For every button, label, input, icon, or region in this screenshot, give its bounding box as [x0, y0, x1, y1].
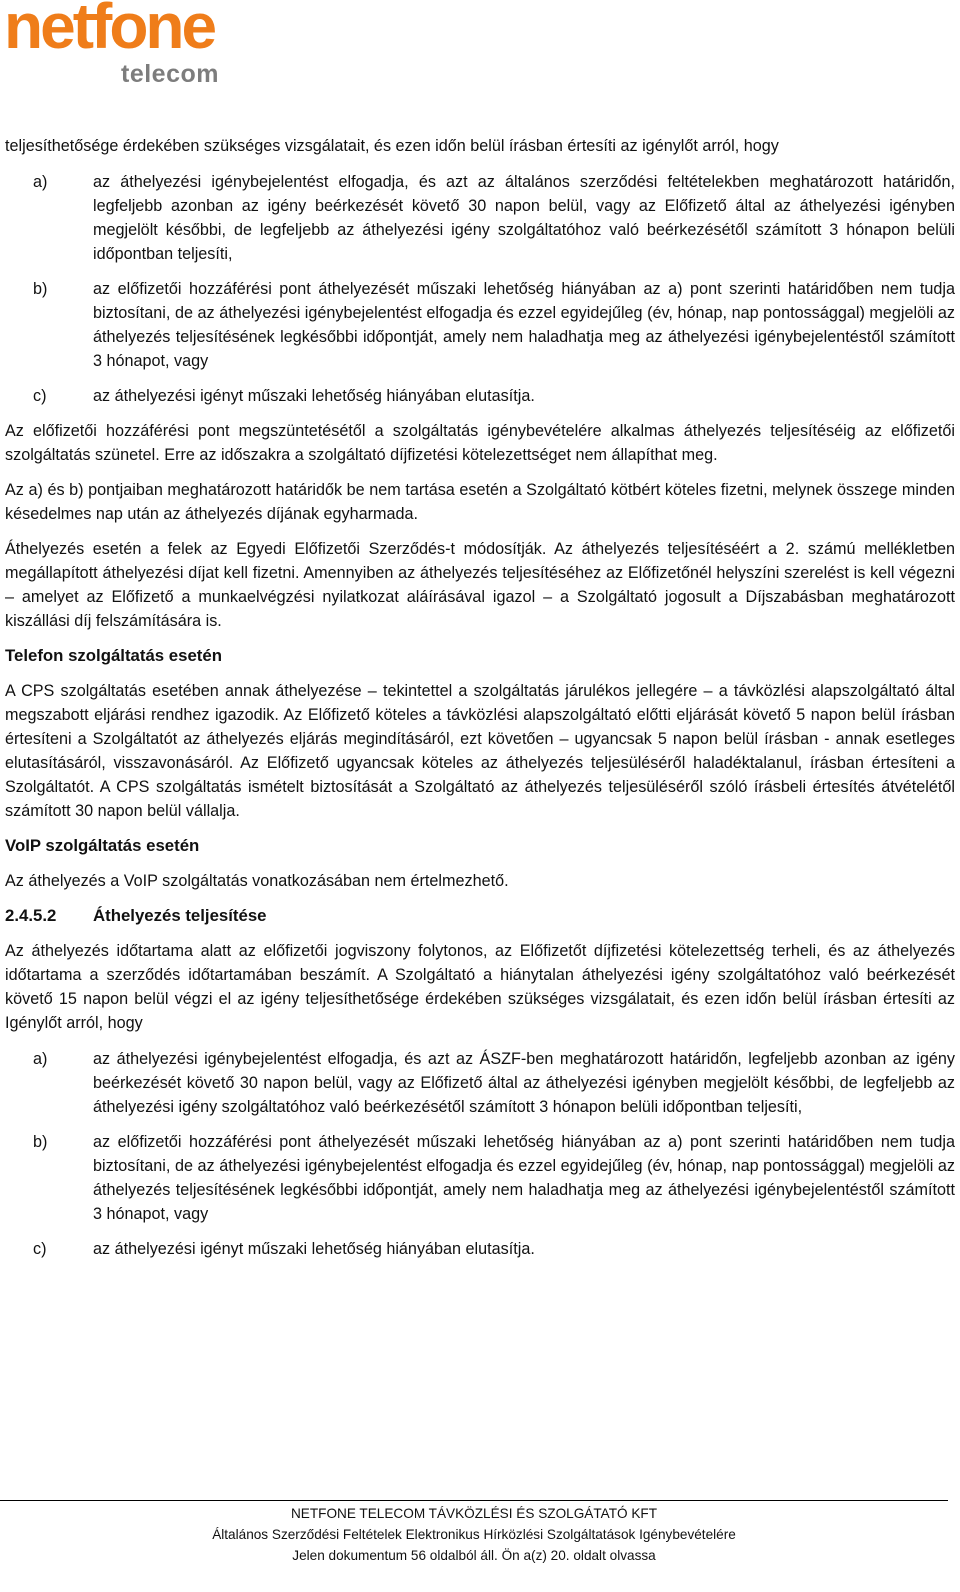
section-number: 2.4.5.2: [5, 906, 57, 925]
section-heading: VoIP szolgáltatás esetén: [5, 836, 200, 855]
list-item-label: b): [33, 1133, 48, 1151]
list-item: [5, 277, 955, 373]
paragraph: Az a) és b) pontjaiban meghatározott határidők be nem tartása esetén a Szolgáltató kötbért köteles fizetni, melynek összege minden késedelmes nap után az áthelyezés díjának egyharmada.: [5, 481, 955, 523]
list-item-label: b): [33, 280, 48, 298]
list-item-text: az előfizetői hozzáférési pont áthelyezését műszaki lehetőség hiányában az a) pont szerinti határidőben nem tudja biztosítani, de az áthelyezési igénybejelentést elfogadja és ezzel egyidejűleg (év, hónap, nap pontossággal) megjelöli az áthelyezés teljesítésének legkésőbbi időpontját, amely nem haladhatja meg az áthelyezési igénybejelentéstől számított 3 hónapot, vagy: [93, 280, 955, 370]
list-item-text: az áthelyezési igényt műszaki lehetőség hiányában elutasítja.: [93, 387, 535, 405]
list-item: [5, 1237, 955, 1261]
list-item-text: az előfizetői hozzáférési pont áthelyezését műszaki lehetőség hiányában az a) pont szerinti határidőben nem tudja biztosítani, de az áthelyezési igénybejelentést elfogadja és ezzel egyidejűleg (év, hónap, nap pontossággal) megjelöli az áthelyezés teljesítésének legkésőbbi időpontját, amely nem haladhatja meg az áthelyezési igénybejelentéstől számított 3 hónapot, vagy: [93, 1133, 955, 1223]
list-item-text: az áthelyezési igényt műszaki lehetőség hiányában elutasítja.: [93, 1240, 535, 1258]
logo-main-text: netfone: [4, 0, 215, 62]
footer-document-title: Általános Szerződési Feltételek Elektronikus Hírközlési Szolgáltatások Igénybevételére: [212, 1527, 736, 1542]
list-item: [5, 384, 955, 408]
list-item-label: a): [33, 173, 48, 191]
paragraph: Áthelyezés esetén a felek az Egyedi Előfizetői Szerződés-t módosítják. Az áthelyezés teljesítéséért a 2. számú mellékletben megállapított áthelyezési díjat kell fizetni. Amennyiben az áthelyezés teljesítéséhez az Előfizetőnél helyszíni szerelést is kell végezni – amelyet az Előfizető a munkaelvégzési nyilatkozat aláírásával igazol – a Szolgáltató jogosult a Díjszabásban meghatározott kiszállási díj felszámítására is.: [5, 540, 955, 630]
page-footer: [0, 1500, 948, 1566]
section-heading: Telefon szolgáltatás esetén: [5, 646, 222, 665]
list-item-label: a): [33, 1050, 48, 1068]
list-item: [5, 1130, 955, 1226]
netfone-logo: [4, 2, 230, 92]
logo-sub-text: telecom: [121, 60, 219, 88]
list-item-text: az áthelyezési igénybejelentést elfogadja, és azt az ÁSZF-ben meghatározott határidőn, legfeljebb azonban az igény beérkezését követő 30 napon belül, vagy az Előfizető által az áthelyezési igényben megjelölt későbbi, de legfeljebb az áthelyezési igény szolgáltatóhoz való beérkezésétől számított 3 hónapon belüli időpontban teljesíti,: [93, 1050, 955, 1116]
paragraph: Az áthelyezés időtartama alatt az előfizetői jogviszony folytonos, az Előfizetőt díjfizetési kötelezettség terheli, és az áthelyezés időtartama a szerződés időtartamában beszámít. A Szolgáltató a hiánytalan áthelyezési igény szolgáltatóhoz való beérkezését követő 15 napon belül végzi el az igény teljesíthetősége érdekében szükséges vizsgálatait, és ezen időn belül írásban értesíti az Igénylőt arról, hogy: [5, 942, 955, 1032]
document-body: [5, 134, 955, 1261]
list-item: [5, 1047, 955, 1119]
paragraph: A CPS szolgáltatás esetében annak áthelyezése – tekintettel a szolgáltatás járulékos jellegére – a távközlési alapszolgáltató által megszabott eljárási rendhez igazodik. Az Előfizető köteles a távközlési alapszolgáltató előtti eljárását követő 5 napon belül írásban értesíteni a Szolgáltatót az áthelyezés eljárás megindításáról, ezt követően – ugyancsak 5 napon belül írásban - annak esetleges elutasításáról, visszavonásáról. Az Előfizető ugyancsak köteles az áthelyezés teljesüléséről haladéktalanul, írásban értesíteni a Szolgáltatót. A CPS szolgáltatás ismételt biztosítását a Szolgáltató az áthelyezés teljesüléséről szóló írásbeli értesítés átvételétől számított 30 napon belül vállalja.: [5, 682, 955, 820]
list-item-label: c): [33, 1240, 47, 1258]
paragraph: Az előfizetői hozzáférési pont megszüntetésétől a szolgáltatás igénybevételére alkalmas áthelyezés teljesítéséig az előfizetői szolgáltatás szünetel. Erre az időszakra a szolgáltató díjfizetési kötelezettséget nem állapíthat meg.: [5, 422, 955, 464]
list-item: [5, 170, 955, 266]
section-title: Áthelyezés teljesítése: [93, 906, 267, 925]
footer-company: NETFONE TELECOM TÁVKÖZLÉSI ÉS SZOLGÁTATÓ KFT: [290, 1506, 658, 1521]
paragraph: teljesíthetősége érdekében szükséges vizsgálatait, és ezen időn belül írásban értesíti az igénylőt arról, hogy: [5, 137, 779, 155]
section-heading: [5, 904, 955, 928]
paragraph: Az áthelyezés a VoIP szolgáltatás vonatkozásában nem értelmezhető.: [5, 872, 509, 890]
list-item-text: az áthelyezési igénybejelentést elfogadja, és azt az általános szerződési feltételekben meghatározott határidőn, legfeljebb azonban az igény beérkezését követő 30 napon belül, vagy az Előfizető által az áthelyezési igényben megjelölt későbbi, de legfeljebb az áthelyezési igény szolgáltatóhoz való beérkezésétől számított 3 hónapon belüli időpontban teljesíti,: [93, 173, 955, 263]
list-item-label: c): [33, 387, 47, 405]
footer-page-info: Jelen dokumentum 56 oldalból áll. Ön a(z) 20. oldalt olvassa: [292, 1548, 656, 1563]
